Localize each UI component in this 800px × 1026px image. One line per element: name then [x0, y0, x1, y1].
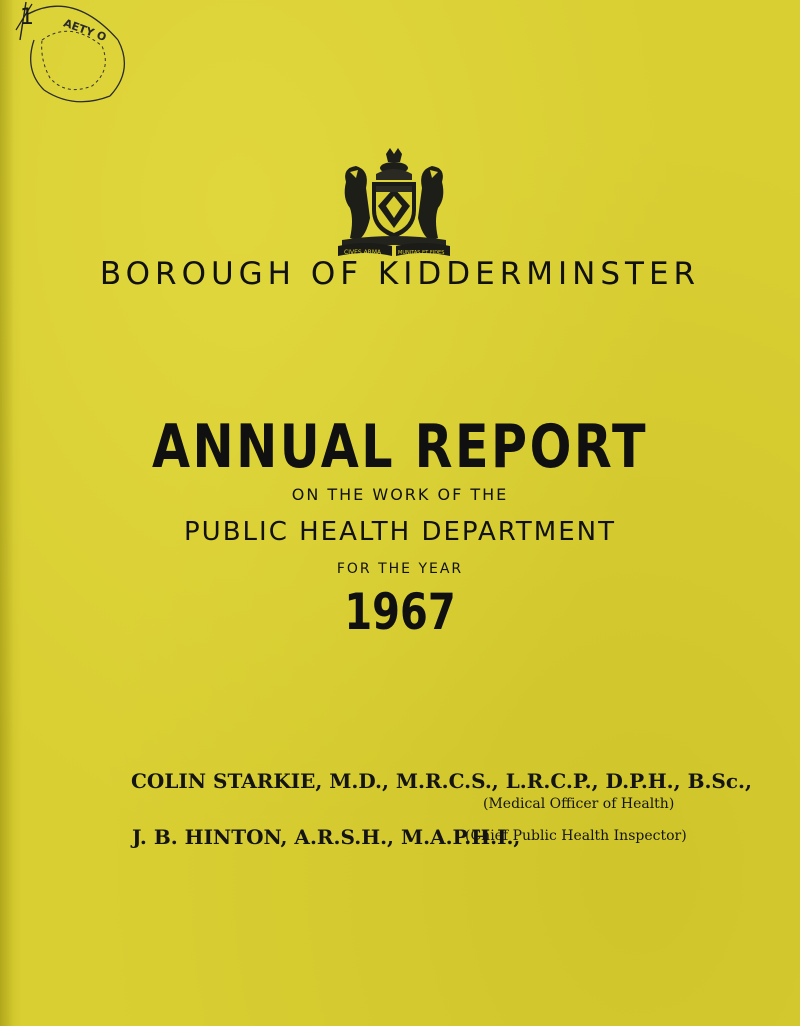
department-title: PUBLIC HEALTH DEPARTMENT [184, 517, 616, 547]
author-role-health-inspector: (Chief Public Health Inspector) [465, 828, 687, 844]
author-name-medical-officer: COLIN STARKIE, M.D., M.R.C.S., L.R.C.P., D.P.H., B.Sc., [131, 769, 752, 793]
library-stamp [14, 0, 144, 110]
borough-title: BOROUGH OF KIDDERMINSTER [99, 256, 701, 292]
subtitle-for-the-year: FOR THE YEAR [336, 561, 464, 577]
page-edge-shadow [0, 0, 14, 1026]
svg-text:AETY O: AETY O [61, 16, 109, 44]
report-title: ANNUAL REPORT [151, 412, 649, 482]
crest-motto-right: MUNITAS ET FIDES [398, 250, 445, 256]
author-name-health-inspector: J. B. HINTON, A.R.S.H., M.A.P.H.I., [132, 825, 521, 849]
crest-motto-left: CIVES ARMA [344, 249, 382, 256]
borough-crest [336, 148, 452, 260]
author-role-medical-officer: (Medical Officer of Health) [483, 796, 675, 812]
report-year: 1967 [344, 583, 456, 641]
svg-text:1: 1 [20, 5, 34, 30]
subtitle-on-the-work: ON THE WORK OF THE [291, 485, 509, 504]
